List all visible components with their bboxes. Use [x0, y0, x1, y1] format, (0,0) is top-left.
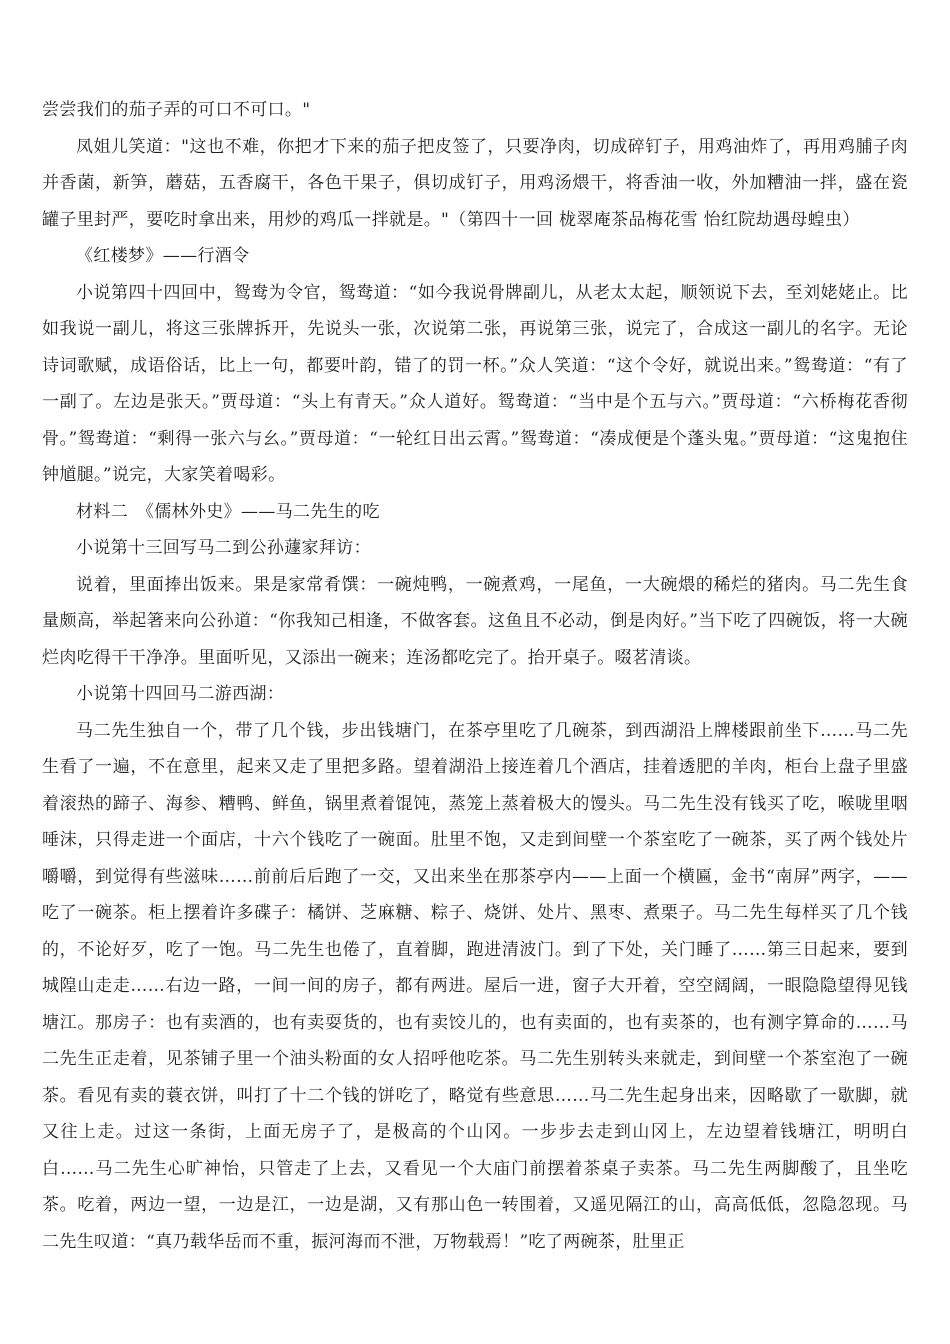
paragraph-chapter14-intro: 小说第十四回马二游西湖：	[76, 684, 285, 704]
paragraph-drinking-game: 小说第四十四回中，鸳鸯为令官，鸳鸯道：“如今我说骨牌副儿，从老太太起，顺领说下去，至刘姥姥止。比如我说一副儿，将这三张牌拆开，先说头一张，次说第二张，再说第三张，说完了，合成这一副儿的名字。无论诗词歌赋，成语俗话，比上一句，都要叶韵，错了的罚一杯。”众人笑道：“这个令好，就说出来。”鸳鸯道：“有了一副了。左边是张天。”贾母道：“头上有青天。”众人道好。鸳鸯道：“当中是个五与六。”贾母道：“六桥梅花香彻骨。”鸳鸯道：“剩得一张六与幺。”贾母道：“一轮红日出云霄。”鸳鸯道：“凑成便是个蓬头鬼。”贾母道：“这鬼抱住钟馗腿。”说完，大家笑着喝彩。	[42, 282, 908, 485]
heading-hongloumeng-drinking-game: 《红楼梦》——行酒令	[76, 246, 250, 266]
heading-material-two: 材料二 《儒林外史》——马二先生的吃	[76, 501, 380, 522]
paragraph-ma-er-westlake: 马二先生独自一个，带了几个钱，步出钱塘门，在茶亭里吃了几碗茶，到西湖沿上牌楼跟前坐下……马二先生看了一遍，不在意里，起来又走了里把多路。望着湖沿上接连着几个酒店，挂着透肥的羊肉，柜台上盘子里盛着滚热的蹄子、海参、糟鸭、鲜鱼，锅里煮着馄饨，蒸笼上蒸着极大的馒头。马二先生没有钱买了吃，喉咙里咽唾沫，只得走进一个面店，十六个钱吃了一碗面。肚里不饱，又走到间壁一个茶室吃了一碗茶，买了两个钱处片嚼嚼，到觉得有些滋味……前前后后跑了一交，又出来坐在那茶亭内——上面一个横匾，金书“南屏”两字，——吃了一碗茶。柜上摆着许多碟子：橘饼、芝麻糖、粽子、烧饼、处片、黑枣、煮栗子。马二先生每样买了几个钱的，不论好歹，吃了一饱。马二先生也倦了，直着脚，跑进清波门。到了下处，关门睡了……第三日起来，要到城隍山走走……右边一路，一间一间的房子，都有两进。屋后一进，窗子大开着，空空阔阔，一眼隐隐望得见钱塘江。那房子：也有卖酒的，也有卖耍货的，也有卖饺儿的，也有卖面的，也有卖茶的，也有测字算命的……马二先生正走着，见茶铺子里一个油头粉面的女人招呼他吃茶。马二先生别转头来就走，到间壁一个茶室泡了一碗茶。看见有卖的蓑衣饼，叫打了十二个钱的饼吃了，略觉有些意思……马二先生起身出来，因略歇了一歇脚，就又往上走。过这一条街，上面无房子了，是极高的个山冈。一步步去走到山冈上，左边望着钱塘江，明明白白……马二先生心旷神怡，只管走了上去，又看见一个大庙门前摆着茶桌子卖茶。马二先生两脚酸了，且坐吃茶。吃着，两边一望，一边是江，一边是湖，又有那山色一转围着，又遥见隔江的山，高高低低，忽隐忽现。马二先生叹道：“真乃载华岳而不重，振河海而不泄，万物载焉！”吃了两碗茶，肚里正	[42, 720, 908, 1252]
paragraph-qiezi-ending: 尝尝我们的茄子弄的可口不可口。"	[42, 100, 311, 120]
paragraph-ma-er-meal: 说着，里面捧出饭来。果是家常肴馔：一碗炖鸭，一碗煮鸡，一尾鱼，一大碗煨的稀烂的猪肉。马二先生食量颇高，举起箸来向公孙道：“你我知己相逢，不做客套。这鱼且不必动，倒是肉好。”当下吃了四碗饭，将一大碗烂肉吃得干干净净。里面听见，又添出一碗来；连汤都吃完了。抬开桌子。啜茗清谈。	[42, 574, 908, 668]
paragraph-fengjie-recipe: 凤姐儿笑道："这也不难，你把才下来的茄子把皮签了，只要净肉，切成碎钉子，用鸡油炸了，再用鸡脯子肉并香菌，新笋，蘑菇，五香腐干，各色干果子，俱切成钉子，用鸡汤煨干，将香油一收，外加糟油一拌，盛在瓷罐子里封严，要吃时拿出来，用炒的鸡瓜一拌就是。"（第四十一回 栊翠庵茶品梅花雪 怡红院劫遇母蝗虫）	[42, 136, 908, 230]
document-content	[42, 92, 908, 1260]
paragraph-chapter13-intro: 小说第十三回写马二到公孙蘧家拜访：	[76, 538, 371, 558]
